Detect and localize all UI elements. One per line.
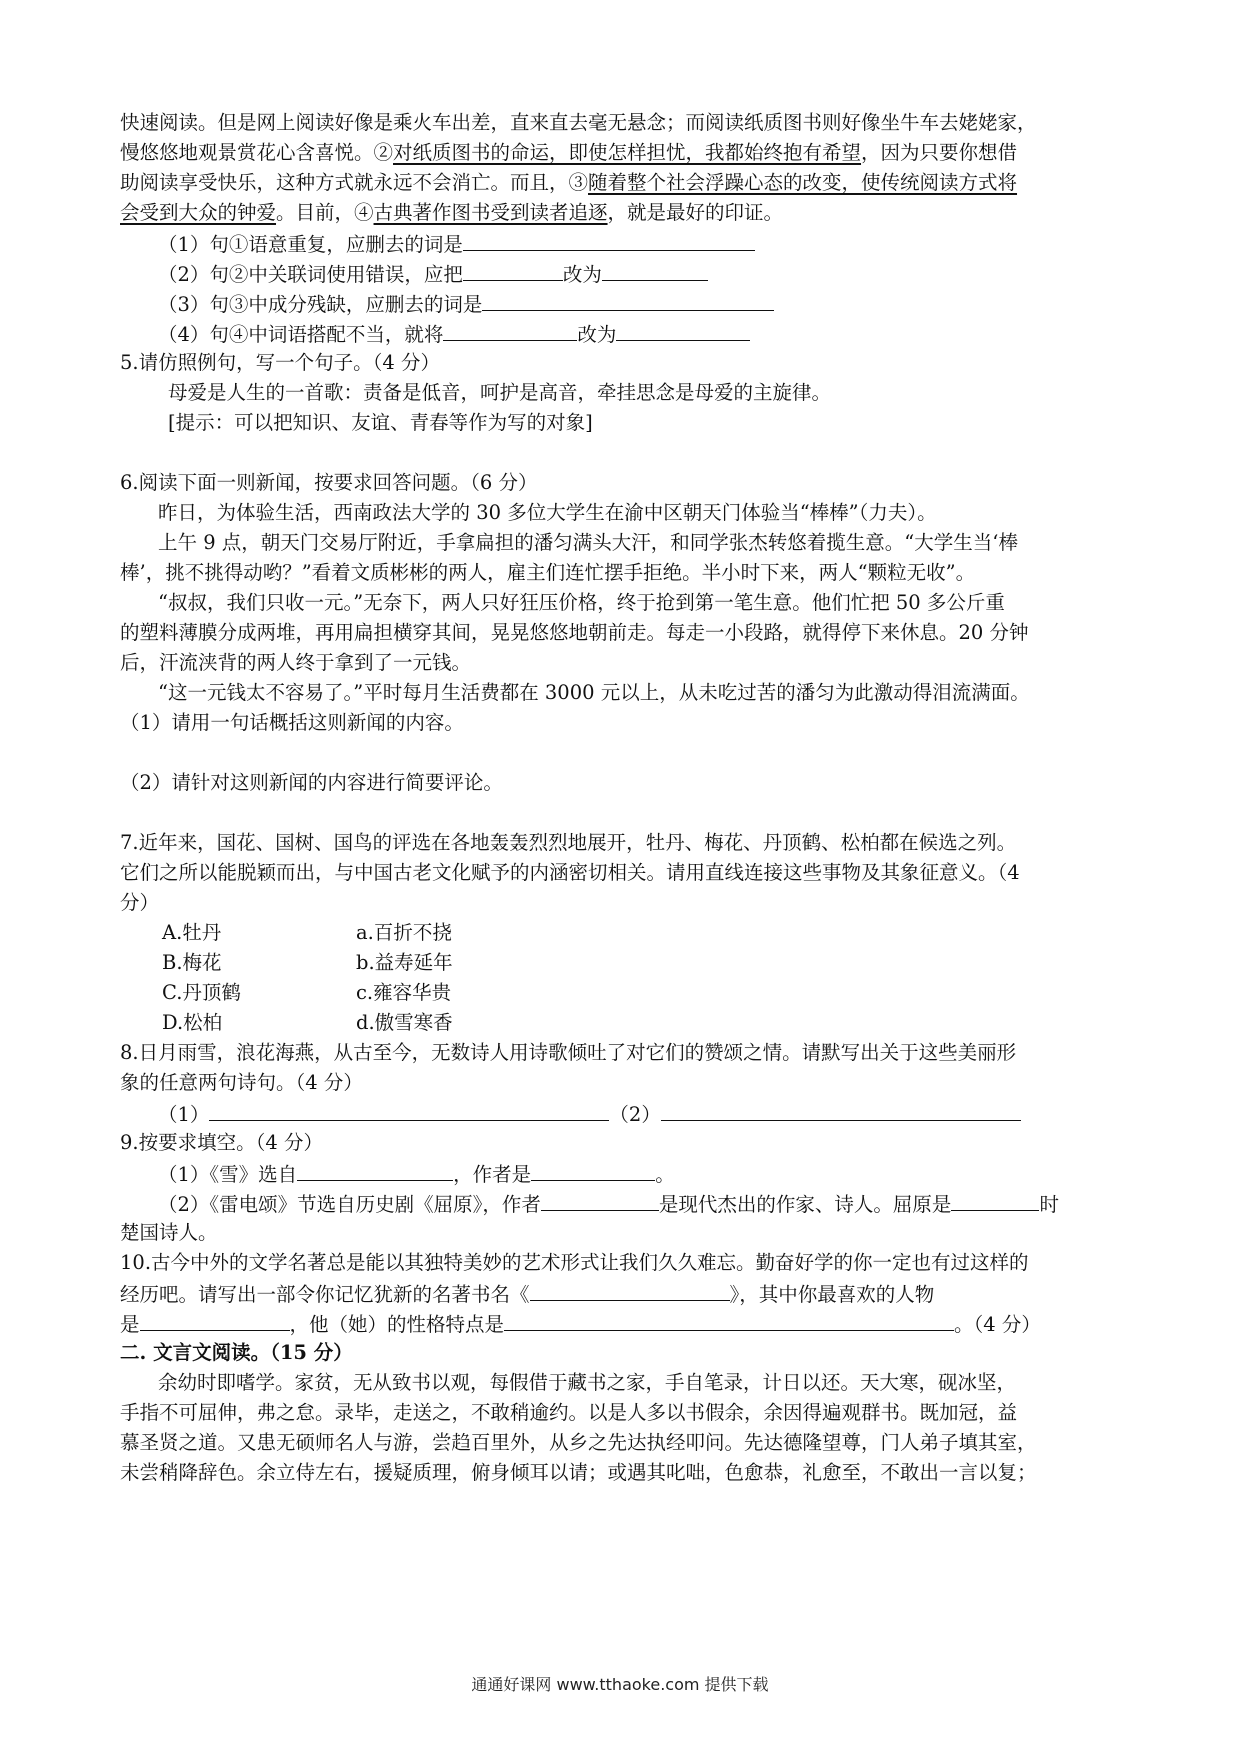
q6-title: 6.阅读下面一则新闻，按要求回答问题。（6 分） — [120, 471, 538, 494]
match-left-item[interactable]: C.丹顶鹤 — [162, 981, 241, 1004]
news-line: 的塑料薄膜分成两堆，再用扁担横穿其间，晃晃悠悠地朝前走。每走一小段路，就得停下来休息。20 分钟 — [120, 621, 1029, 644]
passage-line: 会受到大众的钟爱。目前，④古典著作图书受到读者追逐，就是最好的印证。 — [120, 201, 784, 224]
news-line: 上午 9 点，朝天门交易厅附近，手拿扁担的潘匀满头大汗，和同学张杰转悠着揽生意。“大学生当‘棒 — [158, 531, 1018, 554]
q7-line: 7.近年来，国花、国树、国鸟的评选在各地轰轰烈烈地展开，牡丹、梅花、丹顶鹤、松柏都在候选之列。 — [120, 831, 1017, 854]
q5-title: 5.请仿照例句，写一个句子。（4 分） — [120, 351, 440, 374]
underlined-sentence-4: 古典著作图书受到读者追逐 — [373, 201, 608, 224]
answer-blank[interactable] — [951, 1188, 1039, 1211]
q4-sub-4: （4）句④中词语搭配不当，就将 改为 — [120, 318, 750, 348]
underlined-sentence-3: 随着整个社会浮躁心态的改变，使传统阅读方式将 — [588, 171, 1018, 194]
classical-text-line: 慕圣贤之道。又患无硕师名人与游，尝趋百里外，从乡之先达执经叩问。先达德隆望尊，门人弟子填其室， — [120, 1431, 1037, 1454]
q4-sub-2: （2）句②中关联词使用错误，应把 改为 — [120, 258, 708, 288]
q9-sub-1: （1）《雪》选自 ，作者是 。 — [120, 1158, 675, 1188]
answer-blank[interactable] — [541, 1188, 659, 1211]
section-heading: 二. 文言文阅读。（15 分） — [120, 1341, 353, 1364]
underlined-sentence-3-cont: 会受到大众的钟爱 — [120, 201, 277, 224]
q9-sub-2-cont: 楚国诗人。 — [120, 1221, 218, 1244]
answer-blank[interactable] — [297, 1158, 453, 1181]
answer-blank[interactable] — [602, 258, 708, 281]
answer-blank[interactable] — [482, 288, 774, 311]
q4-sub-1: （1）句①语意重复，应删去的词是 — [120, 228, 755, 258]
answer-blank[interactable] — [463, 258, 563, 281]
news-line: “这一元钱太不容易了。”平时每月生活费都在 3000 元以上，从未吃过苦的潘匀为此激动得泪流满面。 — [158, 681, 1030, 704]
answer-blank[interactable] — [661, 1098, 1021, 1121]
q10-line: 是 ，他（她）的性格特点是 。（4 分） — [120, 1308, 1041, 1338]
q7-line: 分） — [120, 891, 160, 914]
q10-line: 经历吧。请写出一部令你记忆犹新的名著书名《 》，其中你最喜欢的人物 — [120, 1278, 934, 1308]
news-line: 昨日，为体验生活，西南政法大学的 30 多位大学生在渝中区朝天门体验当“棒棒”（力夫）。 — [158, 501, 937, 524]
news-line: 后，汗流浃背的两人终于拿到了一元钱。 — [120, 651, 472, 674]
answer-blank[interactable] — [531, 1158, 655, 1181]
q9-title: 9.按要求填空。（4 分） — [120, 1131, 323, 1154]
answer-blank[interactable] — [463, 228, 755, 251]
match-left-item[interactable]: B.梅花 — [162, 951, 222, 974]
q7-line: 它们之所以能脱颖而出，与中国古老文化赋予的内涵密切相关。请用直线连接这些事物及其象征意义。（4 — [120, 861, 1020, 884]
q8-line: 象的任意两句诗句。（4 分） — [120, 1071, 363, 1094]
book-title-blank[interactable] — [530, 1278, 730, 1301]
q4-sub-3: （3）句③中成分残缺，应删去的词是 — [120, 288, 774, 318]
answer-blank[interactable] — [209, 1098, 609, 1121]
q6-sub-2: （2）请针对这则新闻的内容进行简要评论。 — [120, 771, 503, 794]
page-footer: 通通好课网 www.tthaoke.com 提供下载 — [471, 1675, 769, 1694]
passage-line: 慢悠悠地观景赏花心含喜悦。②对纸质图书的命运，即使怎样担忧，我都始终抱有希望，因为只要你想借 — [120, 141, 1018, 164]
match-right-item[interactable]: d.傲雪寒香 — [356, 1011, 453, 1034]
news-line: “叔叔，我们只收一元。”无奈下，两人只好狂压价格，终于抢到第一笔生意。他们忙把 50 多公斤重 — [158, 591, 1005, 614]
classical-text-line: 手指不可屈伸，弗之怠。录毕，走送之，不敢稍逾约。以是人多以书假余，余因得遍观群书。既加冠，益 — [120, 1401, 1018, 1424]
match-left-item[interactable]: D.松柏 — [162, 1011, 223, 1034]
q8-answers: （1） （2） — [120, 1098, 1021, 1128]
match-right-item[interactable]: b.益寿延年 — [356, 951, 453, 974]
passage-line: 快速阅读。但是网上阅读好像是乘火车出差，直来直去毫无悬念；而阅读纸质图书则好像坐牛车去姥姥家， — [120, 111, 1037, 134]
classical-text-line: 余幼时即嗜学。家贫，无从致书以观，每假借于藏书之家，手自笔录，计日以还。天大寒，砚冰坚， — [158, 1371, 1017, 1394]
q10-line: 10.古今中外的文学名著总是能以其独特美妙的艺术形式让我们久久难忘。勤奋好学的你一定也有过这样的 — [120, 1251, 1029, 1274]
q9-sub-2: （2）《雷电颂》节选自历史剧《屈原》，作者 是现代杰出的作家、诗人。屈原是 时 — [120, 1188, 1059, 1218]
q6-sub-1: （1）请用一句话概括这则新闻的内容。 — [120, 711, 464, 734]
passage-line: 助阅读享受快乐，这种方式就永远不会消亡。而且，③随着整个社会浮躁心态的改变，使传统阅读方式将 — [120, 171, 1018, 194]
news-line: 棒’，挑不挑得动哟？”看着文质彬彬的两人，雇主们连忙摆手拒绝。半小时下来，两人“颗粒无收”。 — [120, 561, 976, 584]
answer-blank[interactable] — [140, 1308, 290, 1331]
classical-text-line: 未尝稍降辞色。余立侍左右，援疑质理，俯身倾耳以请；或遇其叱咄，色愈恭，礼愈至，不敢出一言以复； — [120, 1461, 1037, 1484]
q5-hint: [提示：可以把知识、友谊、青春等作为写的对象] — [168, 411, 593, 434]
underlined-sentence-2: 对纸质图书的命运，即使怎样担忧，我都始终抱有希望 — [393, 141, 862, 164]
answer-blank[interactable] — [443, 318, 577, 341]
answer-blank[interactable] — [616, 318, 750, 341]
match-right-item[interactable]: c.雍容华贵 — [356, 981, 452, 1004]
match-right-item[interactable]: a.百折不挠 — [356, 921, 452, 944]
q8-line: 8.日月雨雪，浪花海燕，从古至今，无数诗人用诗歌倾吐了对它们的赞颂之情。请默写出关于这些美丽形 — [120, 1041, 1017, 1064]
answer-blank[interactable] — [504, 1308, 954, 1331]
q5-example: 母爱是人生的一首歌：责备是低音，呵护是高音，牵挂思念是母爱的主旋律。 — [168, 381, 832, 404]
match-left-item[interactable]: A.牡丹 — [162, 921, 222, 944]
